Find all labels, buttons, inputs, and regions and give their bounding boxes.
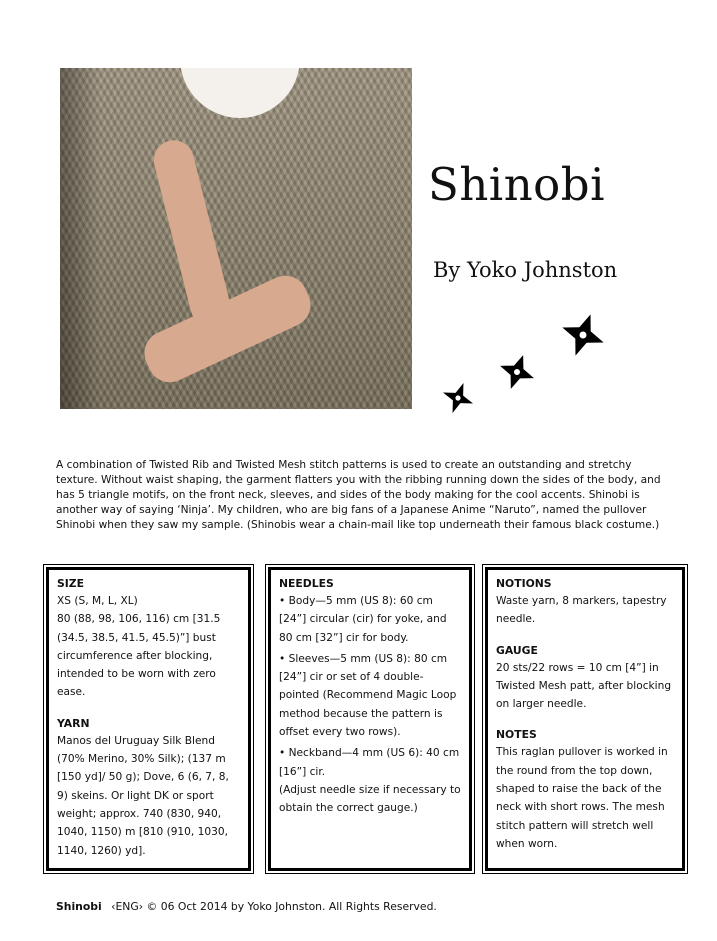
notions-heading: NOTIONS [496, 577, 552, 590]
photo-shadow [60, 68, 100, 409]
pattern-title: Shinobi [428, 158, 605, 211]
size-heading: SIZE [57, 577, 84, 590]
needles-panel [268, 567, 472, 871]
yarn-text: Manos del Uruguay Silk Blend (70% Merino, 30% Silk); (137 m [150 yd]/ 50 g); Dove, 6 (6, 7, 8, 9) skeins. Or light DK or sport weight; approx. 740 (830, 940, 1040, 1150) m [810 (910, 1030, 1140, 1260) yd]. [57, 734, 229, 857]
footer-copyright [56, 900, 437, 913]
notions-gauge-notes-panel [485, 567, 685, 871]
photo-neckline [180, 68, 300, 118]
size-range: XS (S, M, L, XL) [57, 595, 138, 607]
needles-sleeves: • Sleeves—5 mm (US 8): 80 cm [24”] cir or set of 4 double-pointed (Recommend Magic Loop method because the pattern is offset every two rows). [279, 652, 457, 739]
footer-pattern-name: Shinobi [56, 900, 102, 913]
shuriken-icon [497, 352, 537, 392]
photo-hand-upper [150, 136, 235, 330]
size-measurements: 80 (88, 98, 106, 116) cm [31.5 (34.5, 38.5, 41.5, 45.5)”] bust circumference after blocking, intended to be worn with zero ease. [57, 613, 221, 699]
notes-heading: NOTES [496, 728, 537, 742]
intro-paragraph: A combination of Twisted Rib and Twisted Mesh stitch patterns is used to create an outstanding and stretchy texture. Without waist shaping, the garment flatters you with the ribbing running down the sides of the body, and has 5 triangle motifs, on the front neck, sleeves, and sides of the body making for the cool accents. Shinobi is another way of saying ‘Ninja’. My children, who are big fans of a Japanese Anime “Naruto”, named the pullover Shinobi when they saw my sample. (Shinobis wear a chain-mail like top underneath their famous black costume.) [56, 459, 661, 531]
shuriken-icon [440, 380, 476, 416]
gauge-heading: GAUGE [496, 643, 538, 657]
shuriken-icon [558, 310, 608, 360]
yarn-heading: YARN [57, 716, 90, 730]
needles-body: • Body—5 mm (US 8): 60 cm [24”] circular (cir) for yoke, and 80 cm [32”] cir for body. [279, 595, 447, 644]
notes-text: This raglan pullover is worked in the round from the top down, shaped to raise the back of the neck with short rows. The mesh stitch pattern will stretch well when worn. [496, 746, 668, 850]
needles-neckband: • Neckband—4 mm (US 6): 40 cm [16”] cir. [279, 747, 460, 778]
sweater-photo [60, 68, 412, 409]
size-yarn-panel [46, 567, 251, 871]
needles-heading: NEEDLES [279, 577, 334, 590]
needles-note: (Adjust needle size if necessary to obtain the correct gauge.) [279, 783, 461, 815]
photo-hand-lower [137, 268, 318, 389]
notions-text: Waste yarn, 8 markers, tapestry needle. [496, 595, 667, 626]
footer-rights: ‹ENG› © 06 Oct 2014 by Yoko Johnston. All Rights Reserved. [111, 900, 437, 913]
author-byline: By Yoko Johnston [433, 258, 618, 282]
gauge-text: 20 sts/22 rows = 10 cm [4”] in Twisted Mesh patt, after blocking on larger needle. [496, 661, 672, 711]
